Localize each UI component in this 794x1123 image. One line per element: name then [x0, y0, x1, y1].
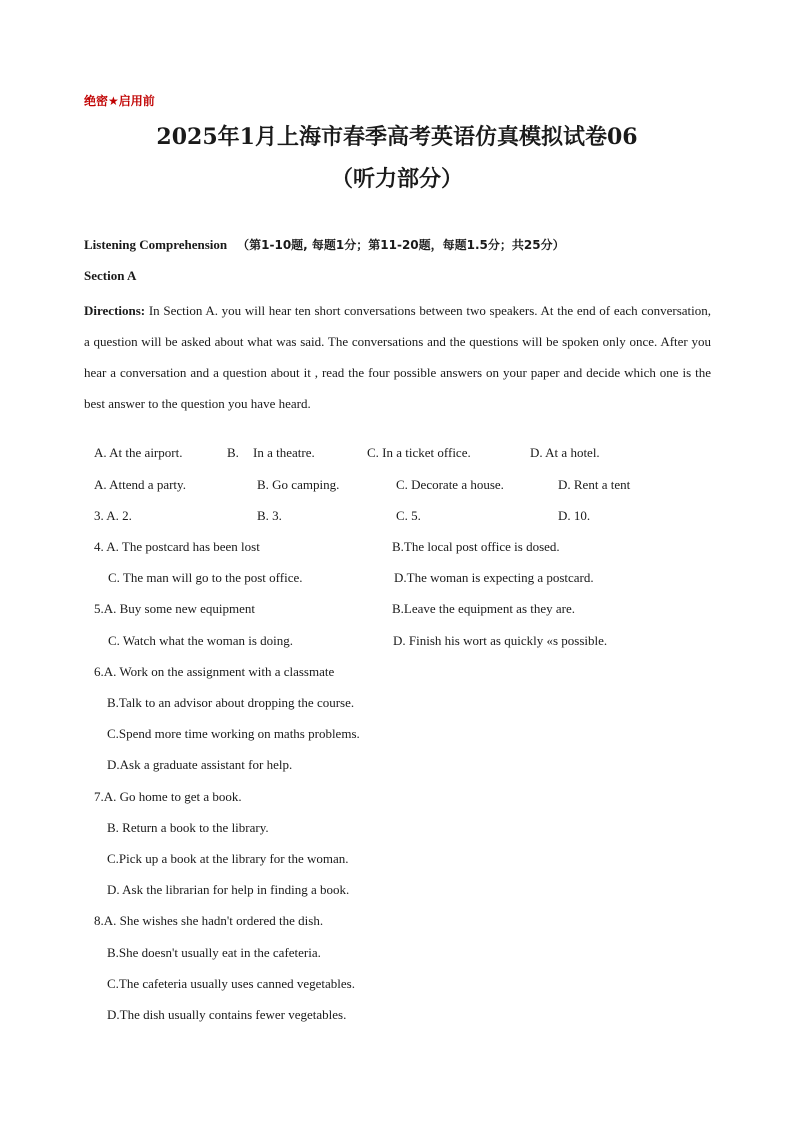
listening-heading: [84, 236, 565, 253]
q2-option-b: B. Go camping.: [257, 477, 340, 492]
directions-paragraph: [84, 295, 711, 419]
q4-option-d: D.The woman is expecting a postcard.: [394, 570, 594, 585]
q7-option-d: D. Ask the librarian for help in finding a book.: [107, 882, 350, 897]
q3-option-a: 3. A. 2.: [94, 508, 132, 523]
q2-option-d: D. Rent a tent: [558, 477, 631, 492]
confidential-mark: 绝密★启用前: [84, 94, 155, 108]
q2-option-c: C. Decorate a house.: [396, 477, 504, 492]
q3-option-d: D. 10.: [558, 508, 591, 523]
q1-option-c: C. In a ticket office.: [367, 445, 471, 460]
q6-option-d: D.Ask a graduate assistant for help.: [107, 757, 293, 772]
q6-option-a: 6.A. Work on the assignment with a classmate: [94, 664, 335, 679]
exam-title: 2025年1月上海市春季高考英语仿真模拟试卷06: [156, 124, 638, 150]
q2-option-a: A. Attend a party.: [94, 477, 186, 492]
q5-option-b: B.Leave the equipment as they are.: [392, 601, 576, 616]
q8-option-d: D.The dish usually contains fewer vegetables.: [107, 1007, 347, 1022]
q6-option-c: C.Spend more time working on maths problems.: [107, 726, 360, 741]
q3-option-c: C. 5.: [396, 508, 421, 523]
q3-option-b: B. 3.: [257, 508, 282, 523]
q8-option-b: B.She doesn't usually eat in the cafeteria.: [107, 945, 321, 960]
q5-option-c: C. Watch what the woman is doing.: [108, 633, 294, 648]
q7-option-c: C.Pick up a book at the library for the woman.: [107, 851, 349, 866]
q1-option-d: D. At a hotel.: [530, 445, 600, 460]
q7-option-b: B. Return a book to the library.: [107, 820, 269, 835]
q7-option-a: 7.A. Go home to get a book.: [94, 789, 242, 804]
q8-option-c: C.The cafeteria usually uses canned vegetables.: [107, 976, 355, 991]
q6-option-b: B.Talk to an advisor about dropping the course.: [107, 695, 355, 710]
listening-points: （第1-10题, 每题1分；第11-20题，每题1.5分；共25分）: [237, 238, 565, 252]
q1-option-b-letter: B.: [227, 445, 239, 460]
q1-option-b: In a theatre.: [253, 445, 315, 460]
directions-text: In Section A. you will hear ten short conversations between two speakers. At the end of each conversation, a question will be asked about what was said. The conversations and the questions will be spoken only once. After you hear a conversation and a question about it , read the four possible answers on your paper and decide which one is the best answer to the question you have heard.: [84, 303, 711, 411]
q1-option-a: A. At the airport.: [94, 445, 183, 460]
q4-option-c: C. The man will go to the post office.: [108, 570, 303, 585]
directions-label: Directions:: [84, 303, 146, 318]
q5-option-a: 5.A. Buy some new equipment: [94, 601, 256, 616]
section-a-heading: Section A: [84, 268, 137, 283]
q5-option-d: D. Finish his wort as quickly «s possible.: [393, 633, 608, 648]
q4-option-b: B.The local post office is dosed.: [392, 539, 560, 554]
q4-option-a: 4. A. The postcard has been lost: [94, 539, 260, 554]
q8-option-a: 8.A. She wishes she hadn't ordered the dish.: [94, 913, 324, 928]
listening-heading-label: Listening Comprehension: [84, 237, 228, 252]
exam-subtitle: （听力部分）: [330, 166, 463, 192]
